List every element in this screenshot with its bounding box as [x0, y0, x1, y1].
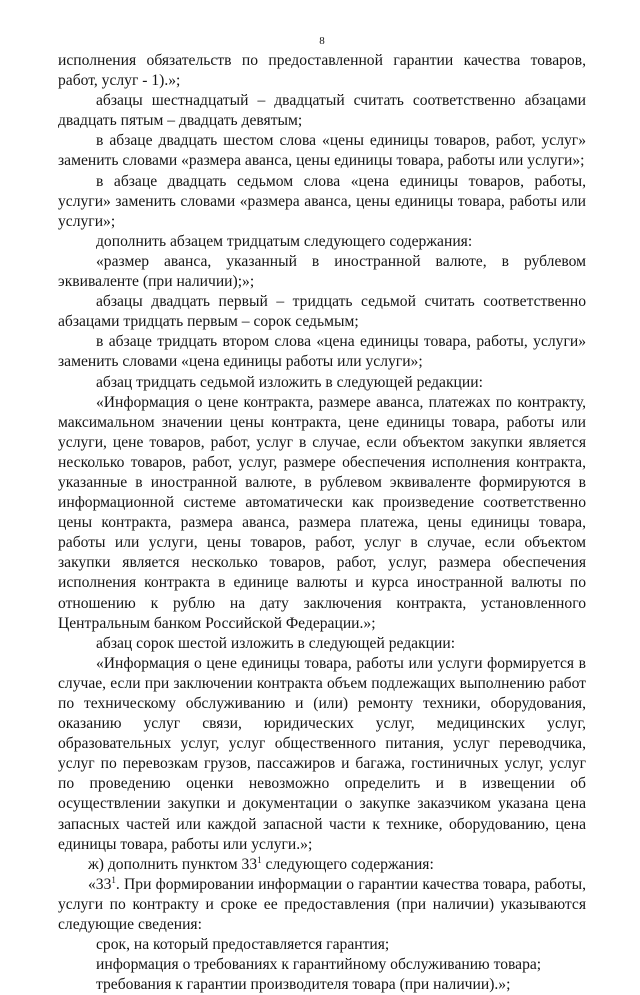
paragraph: абзацы двадцать первый – тридцать седьмой считать соответственно абзацами тридцать первым – сорок седьмым;	[58, 293, 586, 331]
paragraph: абзацы шестнадцатый – двадцатый считать соответственно абзацами двадцать пятым – двадцать девятым;	[58, 92, 586, 130]
paragraph: абзац тридцать седьмой изложить в следующей редакции:	[96, 373, 483, 391]
item-zh-after: следующего содержания:	[261, 855, 434, 873]
paragraph: «Информация о цене контракта, размере аванса, платежах по контракту, максимальном значении цены контракта, цене единицы товара, работы или услуги, цене товаров, работ, услуг в случае, если объектом закупки является несколько товаров, работ, услуг, размере обеспечения исполнения контракта, указанные в иностранной валюте, в рублевом эквиваленте формируются в информационной системе автоматически как произведение соответственно цены контракта, размера аванса, размера платежа, цены единицы товара, работы или услуги, цены товаров, работ, услуг в случае, если объектом закупки является несколько товаров, работ, услуг, размера обеспечения исполнения контракта в единице валюты и курса иностранной валюты по отношению к рублю на дату заключения контракта, установленного Центральным банком Российской Федерации.»;	[58, 393, 586, 632]
paragraph: в абзаце двадцать седьмом слова «цена единицы товаров, работы, услуги» заменить словами «размера аванса, цены единицы товара, работы или услуги»;	[58, 172, 586, 230]
item-zh-before: ж) дополнить пунктом 33	[88, 855, 258, 873]
list-item: информация о требованиях к гарантийному обслуживанию товара;	[96, 956, 542, 974]
paragraph: в абзаце тридцать втором слова «цена единицы товара, работы, услуги» заменить словами «цена единицы работы или услуги»;	[58, 333, 586, 371]
paragraph: абзац сорок шестой изложить в следующей редакции:	[96, 634, 456, 652]
paragraph: «размер аванса, указанный в иностранной валюте, в рублевом эквиваленте (при наличии);»;	[58, 252, 586, 291]
item-33-1-open: «33	[88, 875, 112, 893]
paragraph: в абзаце двадцать шестом слова «цены единицы товаров, работ, услуг» заменить словами «размера аванса, цены единицы товара, работы или услуги»;	[58, 132, 586, 170]
item-33-1-sup: 1	[111, 874, 116, 885]
item-zh-sup: 1	[257, 854, 262, 865]
list-item: срок, на который предоставляется гарантия;	[96, 936, 390, 954]
page-number: 8	[319, 35, 325, 47]
item-zh	[58, 855, 586, 875]
paragraph: «Информация о цене единицы товара, работы или услуги формируется в случае, если при заключении контракта объем подлежащих выполнению работ по техническому обслуживанию и (или) ремонту техники, оборудования, оказанию услуг связи, юридических услуг, медицинских услуг, образовательных услуг, услуг общественного питания, услуг переводчика, услуг по перевозкам грузов, пассажиров и багажа, гостиничных услуг, услуг по проведению оценки невозможно определить и в извещении об осуществлении закупки и документации о закупке заказчиком указана цена запасных частей или каждой запасной части к технике, оборудованию, цена единицы товара, работы или услуги.»;	[58, 654, 586, 853]
paragraph: дополнить абзацем тридцатым следующего содержания:	[96, 232, 473, 250]
list-item: требования к гарантии производителя товара (при наличии).»;	[96, 976, 511, 994]
item-33-1-text: . При формировании информации о гарантии качества товара, работы, услуги по контракту и сроке ее предоставления (при наличии) указываются следующие сведения:	[58, 875, 586, 934]
paragraph: исполнения обязательств по предоставленной гарантии качества товаров, работ, услуг - 1).»;	[58, 52, 586, 90]
